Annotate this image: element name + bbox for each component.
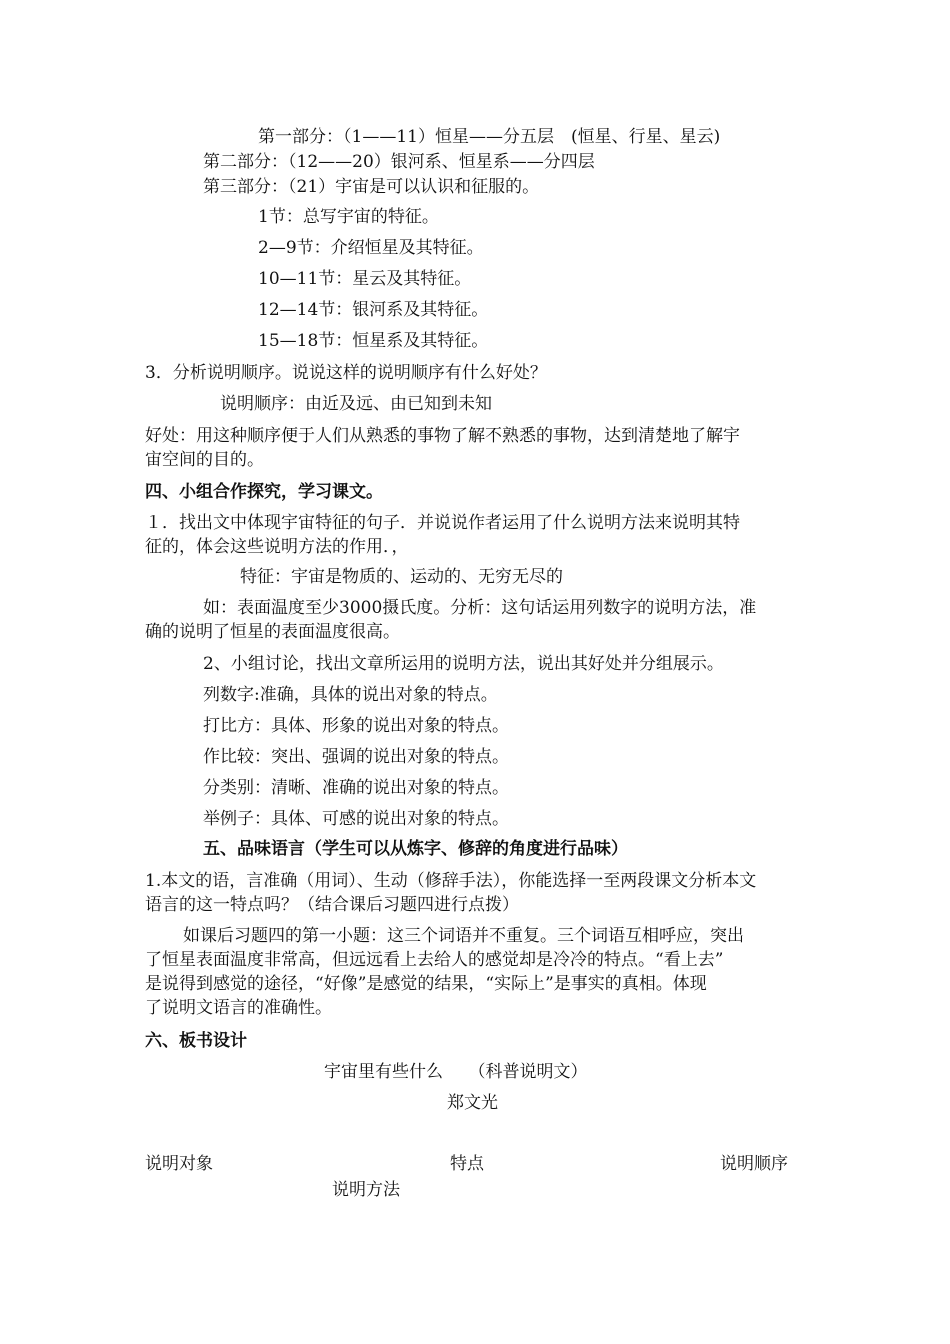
section-summary-1: 1节：总写宇宙的特征。 (258, 207, 439, 227)
benefit-line-2: 宙空间的目的。 (145, 450, 264, 470)
section4-heading: 四、小组合作探究，学习课文。 (145, 482, 383, 502)
order-answer: 说明顺序：由近及远、由已知到未知 (220, 394, 492, 414)
section-summary-4: 12—14节：银河系及其特征。 (258, 300, 489, 320)
structure-part3: 第三部分：（21）宇宙是可以认识和征服的。 (203, 177, 540, 197)
s5-question-line2: 语言的这一特点吗？（结合课后习题四进行点拨） (145, 895, 519, 915)
s4-example-line1: 如：表面温度至少3000摄氏度。分析：这句话运用列数字的说明方法，准 (203, 598, 757, 618)
section5-heading: 五、品味语言（学生可以从炼字、修辞的角度进行品味） (203, 839, 628, 859)
section-summary-5: 15—18节：恒星系及其特征。 (258, 331, 489, 351)
board-author: 郑文光 (447, 1093, 498, 1113)
s5-answer-line4: 了说明文语言的准确性。 (145, 998, 332, 1018)
method-analogy: 打比方：具体、形象的说出对象的特点。 (203, 716, 509, 736)
s5-answer-line3: 是说得到感觉的途径，“好像”是感觉的结果，“实际上”是事实的真相。体现 (145, 974, 707, 994)
section6-heading: 六、板书设计 (145, 1031, 247, 1051)
s4-feature: 特征：宇宙是物质的、运动的、无穷无尽的 (240, 567, 563, 587)
board-method-label: 说明方法 (332, 1180, 400, 1200)
s5-answer-line1: 如课后习题四的第一小题：这三个词语并不重复。三个词语互相呼应，突出 (183, 926, 744, 946)
s4-example-line2: 确的说明了恒星的表面温度很高。 (145, 622, 400, 642)
s4-question1-line2: 征的，体会这些说明方法的作用．， (145, 537, 409, 557)
method-examples: 举例子：具体、可感的说出对象的特点。 (203, 809, 509, 829)
benefit-line-1: 好处：用这种顺序便于人们从熟悉的事物了解不熟悉的事物，达到清楚地了解宇 (145, 426, 740, 446)
structure-part1: 第一部分：（1——11）恒星——分五层 (恒星、行星、星云) (258, 127, 721, 147)
method-list-numbers: 列数字:准确，具体的说出对象的特点。 (203, 685, 498, 705)
section-summary-3: 10—11节：星云及其特征。 (258, 269, 472, 289)
board-object-label: 说明对象 (145, 1154, 213, 1174)
s4-question2: 2、小组讨论，找出文章所运用的说明方法，说出其好处并分组展示。 (203, 654, 724, 674)
board-title: 宇宙里有些什么 （科普说明文） (324, 1062, 588, 1082)
method-classification: 分类别：清晰、准确的说出对象的特点。 (203, 778, 509, 798)
structure-part2: 第二部分：（12——20）银河系、恒星系——分四层 (203, 152, 595, 172)
s4-question1-line1: １．找出文中体现宇宙特征的句子．并说说作者运用了什么说明方法来说明其特 (145, 513, 740, 533)
section-summary-2: 2—9节：介绍恒星及其特征。 (258, 238, 484, 258)
board-feature-label: 特点 (450, 1154, 484, 1174)
method-comparison: 作比较：突出、强调的说出对象的特点。 (203, 747, 509, 767)
board-order-label: 说明顺序 (720, 1154, 788, 1174)
s5-question-line1: 1.本文的语，言准确（用词）、生动（修辞手法），你能选择一至两段课文分析本文 (145, 871, 757, 891)
s5-answer-line2: 了恒星表面温度非常高，但远远看上去给人的感觉却是冷冷的特点。“看上去” (145, 950, 724, 970)
order-question: 3．分析说明顺序。说说这样的说明顺序有什么好处？ (145, 363, 547, 383)
